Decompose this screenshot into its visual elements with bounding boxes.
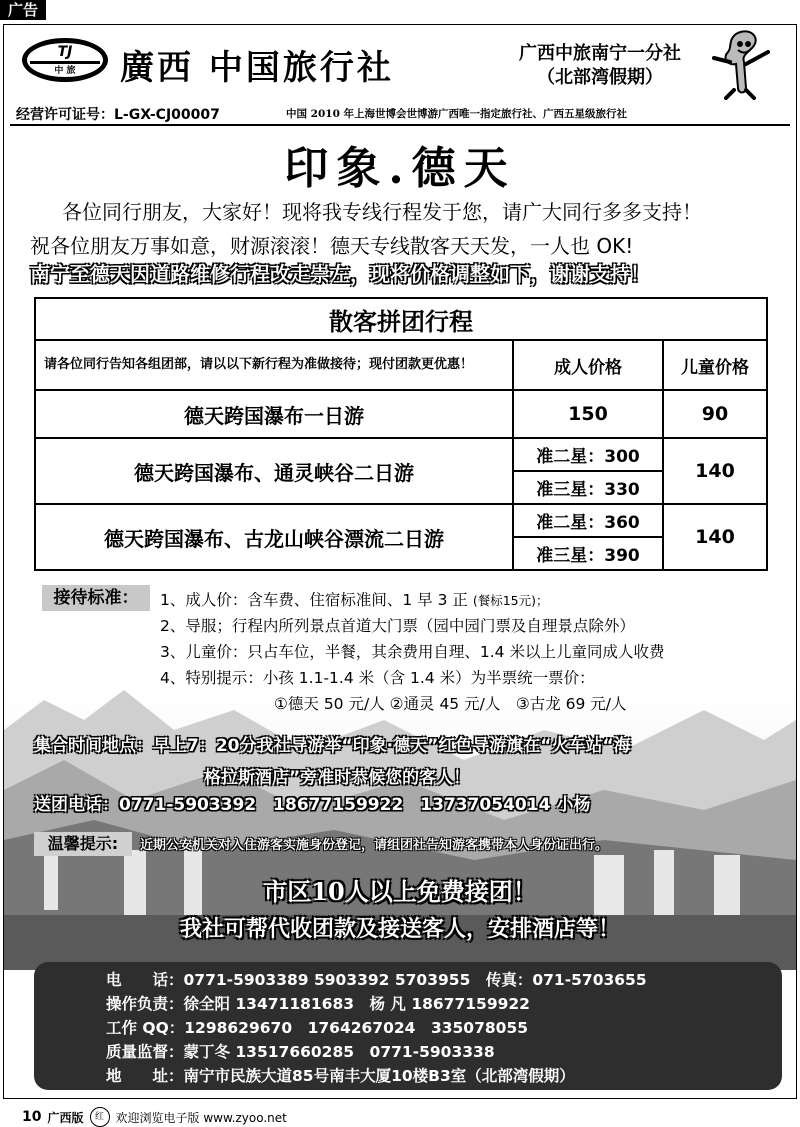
table-row <box>35 504 767 537</box>
route-notice: 南宁至德天因道路维修行程改走崇左，现将价格调整如下，谢谢支持！ <box>30 262 650 286</box>
child-price: 140 <box>663 504 767 570</box>
license-number: 经营许可证号：L-GX-CJ00007 <box>16 107 220 123</box>
brand-name: 廣西 中国旅行社 <box>120 48 394 88</box>
standard-item5: ①德天 50 元/人 ②通灵 45 元/人 ③古龙 69 元/人 <box>274 695 627 713</box>
tour-price-table <box>34 297 768 571</box>
expo-mascot-icon <box>706 28 776 100</box>
promo-free-pickup: 市区10人以上免费接团！ <box>263 877 537 906</box>
contact-qq: 工作 QQ：1298629670 1764267024 335078055 <box>106 1019 529 1037</box>
tour-name: 德天跨国瀑布、古龙山峡谷漂流二日游 <box>35 504 513 570</box>
child-price: 140 <box>663 438 767 504</box>
table-caption: 散客拼团行程 <box>35 298 767 340</box>
tour-name: 德天跨国瀑布一日游 <box>35 390 513 438</box>
cits-logo <box>22 38 108 82</box>
logo-text: 中 旅 <box>54 65 76 76</box>
branch-line2: （北部湾假期） <box>537 67 663 88</box>
ad-tag: 广告 <box>0 0 46 20</box>
standard-item2: 2、导服；行程内所列景点首道大门票（园中园门票及自理景点除外） <box>160 617 635 635</box>
adult-price-tier: 准二星：360 <box>513 504 663 537</box>
meeting-line2: 格拉斯酒店”旁准时恭候您的客人！ <box>204 768 471 788</box>
meeting-line1: 集合时间地点：早上7：20分我社导游举“印象·德天”红色导游旗在“火车站“海 <box>34 736 631 756</box>
tip-label: 温馨提示: <box>34 832 132 856</box>
intro-line2: 祝各位朋友万事如意，财源滚滚！德天专线散客天天发，一人也 OK! <box>30 234 634 258</box>
tip-text: 近期公安机关对入住游客实施身份登记，请组团社告知游客携带本人身份证出行。 <box>140 838 609 853</box>
contact-address: 地 址：南宁市民族大道85号南丰大厦10楼B3室（北部湾假期） <box>106 1067 575 1085</box>
table-notice: 请各位同行告知各组团部，请以以下新行程为准做接待；现付团款更优惠！ <box>35 340 513 390</box>
branch-name <box>500 42 700 90</box>
publication-name: 广西版 <box>47 1110 84 1125</box>
send-phone: 送团电话：0771-5903392 18677159922 13737054014 小杨 <box>34 795 591 815</box>
page-number: 10 <box>22 1109 42 1125</box>
standard-item1-main: 1、成人价：含车费、住宿标准间、1 早 3 正 <box>160 591 468 609</box>
header-divider <box>10 124 790 126</box>
logo-mark: TJ <box>57 43 73 60</box>
child-price: 90 <box>663 390 767 438</box>
adult-price: 150 <box>513 390 663 438</box>
col-child-price: 儿童价格 <box>663 340 767 390</box>
page-title: 印象.德天 <box>284 143 516 194</box>
col-adult-price: 成人价格 <box>513 340 663 390</box>
meeting-info <box>34 730 631 794</box>
contact-quality: 质量监督：蒙丁冬 13517660285 0771-5903338 <box>106 1043 495 1061</box>
intro-line1: 各位同行朋友，大家好！现将我专线行程发于您，请广大同行多多支持！ <box>62 200 702 224</box>
branch-line1: 广西中旅南宁一分社 <box>519 43 681 64</box>
table-row <box>35 390 767 438</box>
adult-price-tier: 准三星：330 <box>513 471 663 504</box>
tour-name: 德天跨国瀑布、通灵峡谷二日游 <box>35 438 513 504</box>
contact-phone: 电 话：0771-5903389 5903392 5703955 传真：071-5703655 <box>106 971 647 989</box>
footer-website: 欢迎浏览电子版 www.zyoo.net <box>115 1110 287 1125</box>
agency-motto: 中国 2010 年上海世博会世博游广西唯一指定旅行社、广西五星级旅行社 <box>286 108 628 120</box>
standard-item1 <box>160 588 548 610</box>
standard-item1-note: (餐标15元)； <box>472 593 549 608</box>
standard-item3: 3、儿童价：只占车位，半餐，其余费用自理、1.4 米以上儿童同成人收费 <box>160 643 665 661</box>
contact-operators: 操作负责：徐全阳 13471181683 杨 凡 18677159922 <box>106 995 530 1013</box>
table-row <box>35 438 767 471</box>
adult-price-tier: 准二星：300 <box>513 438 663 471</box>
contact-panel <box>34 962 782 1090</box>
standards-label: 接待标准： <box>42 585 150 611</box>
standard-item4: 4、特别提示：小孩 1.1-1.4 米（含 1.4 米）为半票统一票价： <box>160 669 595 687</box>
promo-services: 我社可帮代收团款及接送客人，安排酒店等！ <box>179 916 620 942</box>
adult-price-tier: 准三星：390 <box>513 537 663 570</box>
publication-seal-icon: 红 <box>90 1107 110 1127</box>
page-footer <box>22 1107 287 1127</box>
